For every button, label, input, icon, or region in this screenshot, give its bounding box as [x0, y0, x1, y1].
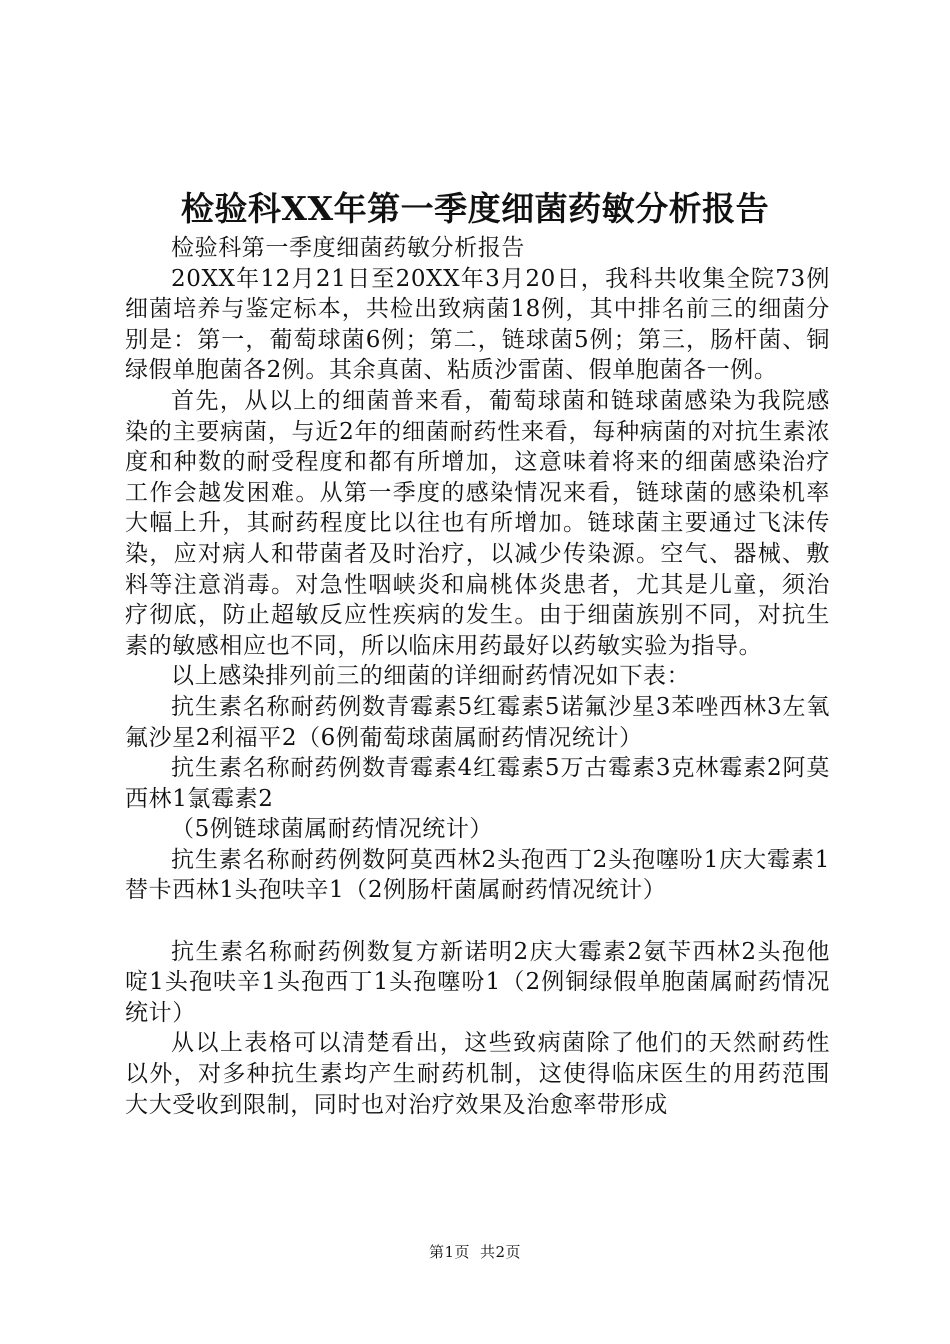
summary-paragraph: 20XX年12月21日至20XX年3月20日，我科共收集全院73例细菌培养与鉴定标本，共检出致病菌18例，其中排名前三的细菌分别是：第一，葡萄球菌6例；第二，链球菌5例；第三，肠杆菌、铜绿假单胞菌各2例。其余真菌、粘质沙雷菌、假单胞菌各一例。 [125, 265, 830, 384]
page-number: 第1页 [428, 1243, 470, 1261]
document-title: 检验科XX年第一季度细菌药敏分析报告 [180, 189, 770, 228]
page-total: 共2页 [480, 1243, 522, 1261]
subtitle-paragraph: 检验科第一季度细菌药敏分析报告 [171, 235, 525, 261]
page-footer [0, 1242, 950, 1262]
streptococcus-caption-paragraph: （5例链球菌属耐药情况统计） [171, 816, 494, 843]
staphylococcus-resistance-paragraph: 抗生素名称耐药例数青霉素5红霉素5诺氟沙星3苯唑西林3左氧氟沙星2利福平2（6例葡萄球菌属耐药情况统计） [125, 693, 830, 751]
conclusion-paragraph: 从以上表格可以清楚看出，这些致病菌除了他们的天然耐药性以外，对多种抗生素均产生耐药机制，这使得临床医生的用药范围大大受收到限制，同时也对治疗效果及治愈率带形成 [125, 1030, 830, 1118]
analysis-paragraph: 首先，从以上的细菌普来看，葡萄球菌和链球菌感染为我院感染的主要病菌，与近2年的细菌耐药性来看，每种病菌的对抗生素浓度和种数的耐受程度和都有所增加，这意味着将来的细菌感染治疗工作会越发困难。从第一季度的感染情况来看，链球菌的感染机率大幅上升，其耐药程度比以往也有所增加。链球菌主要通过飞沫传染，应对病人和带菌者及时治疗，以减少传染源。空气、器械、敷料等注意消毒。对急性咽峡炎和扁桃体炎患者，尤其是儿童，须治疗彻底，防止超敏反应性疾病的发生。由于细菌族别不同，对抗生素的敏感相应也不同，所以临床用药最好以药敏实验为指导。 [125, 387, 830, 659]
pseudomonas-resistance-paragraph: 抗生素名称耐药例数复方新诺明2庆大霉素2氨苄西林2头孢他啶1头孢呋辛1头孢西丁1头孢噻吩1（2例铜绿假单胞菌属耐药情况统计） [125, 938, 830, 1026]
table-intro-paragraph: 以上感染排列前三的细菌的详细耐药情况如下表： [171, 663, 691, 690]
enterobacter-resistance-paragraph: 抗生素名称耐药例数阿莫西林2头孢西丁2头孢噻吩1庆大霉素1替卡西林1头孢呋辛1（2例肠杆菌属耐药情况统计） [125, 846, 830, 904]
document-body [125, 233, 830, 1120]
streptococcus-resistance-paragraph: 抗生素名称耐药例数青霉素4红霉素5万古霉素3克林霉素2阿莫西林1氯霉素2 [125, 755, 830, 812]
